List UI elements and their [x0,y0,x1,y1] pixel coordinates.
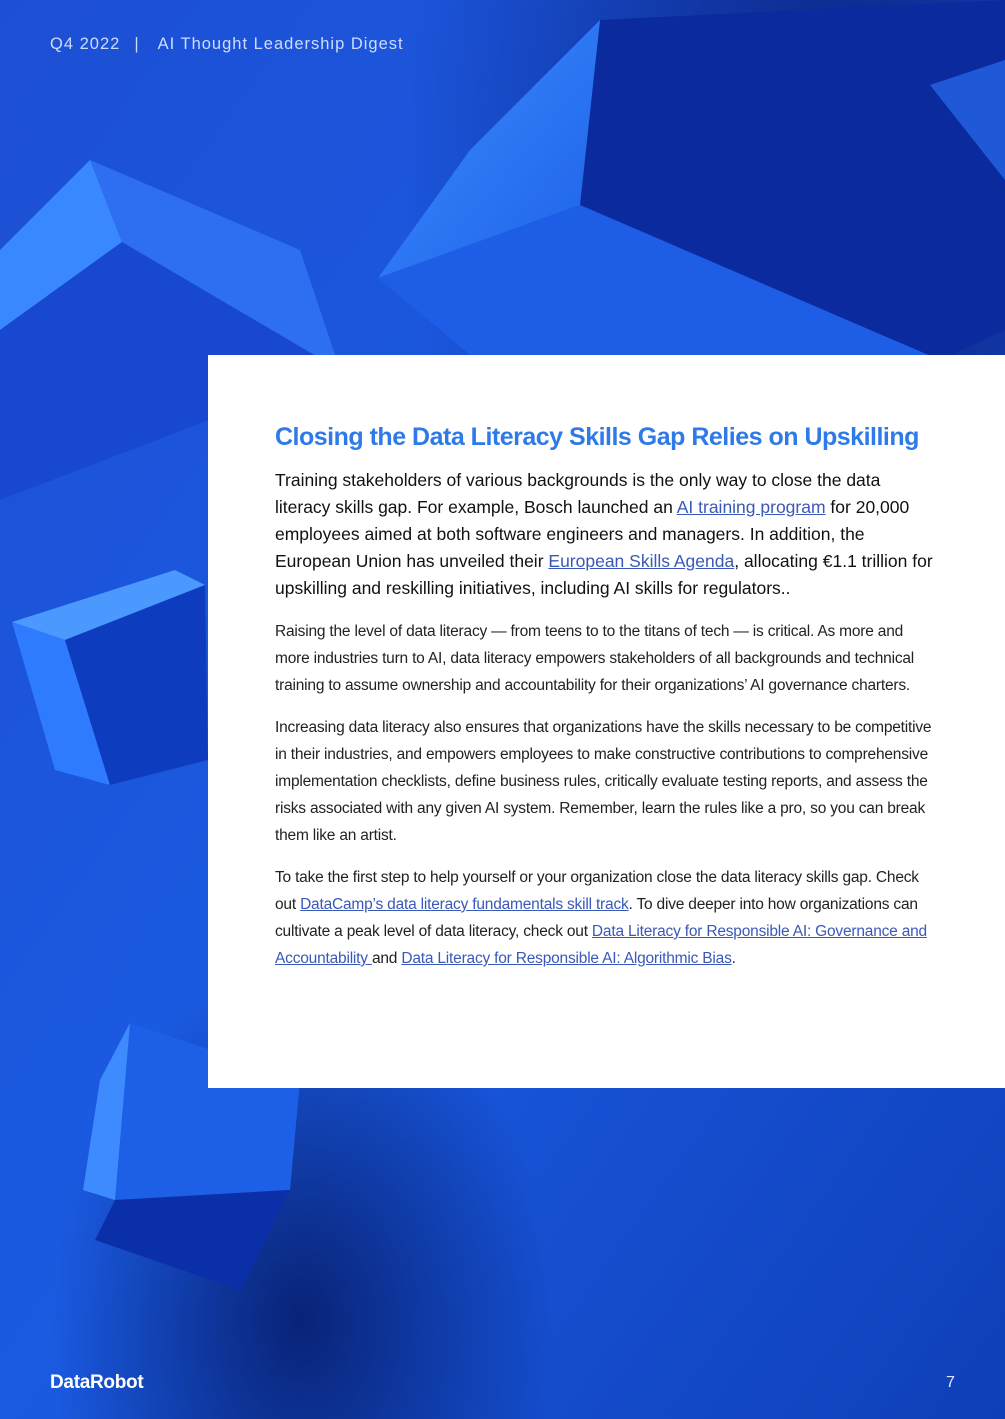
lead-text-1: Training stakeholders of various backgrounds is the only way to close the data literacy skills gap. For example, Bosch launched an [275,470,881,517]
body-paragraph-3: Increasing data literacy also ensures that organizations have the skills necessary to be competitive in their industries, and empowers employees to make constructive contributions to comprehensive implementation checklists, define business rules, critically evaluate testing reports, and assess the risks associated with any given AI system. Remember, learn the rules like a pro, so you can break them like an artist. [275,719,932,844]
body-paragraph-2: Raising the level of data literacy — from teens to to the titans of tech — is critical. As more and more industries turn to AI, data literacy empowers stakeholders of all backgrounds and technical training to assume ownership and accountability for their organizations’ AI governance charters. [275,623,915,694]
header-quarter: Q4 2022 [50,35,121,53]
datarobot-logo: DataRobot [50,1372,144,1393]
governance-accountability-link[interactable]: Data Literacy for Responsible AI: Governance and Accountability [275,923,927,967]
header-separator: | [134,35,140,53]
article-title: Closing the Data Literacy Skills Gap Relies on Upskilling [275,423,919,451]
p4-text-2: . To dive deeper into how organizations can cultivate a peak level of data literacy, check out [275,896,918,940]
european-skills-agenda-link[interactable]: European Skills Agenda [548,551,735,571]
ai-training-program-link[interactable]: AI training program [676,497,826,517]
lead-text-2: for 20,000 employees aimed at both software engineers and managers. In addition, the European Union has unveiled their [275,497,910,571]
page-number: 7 [946,1374,955,1391]
p4-text-4: . [731,950,736,967]
p4-text-1: To take the first step to help yourself or your organization close the data literacy skills gap. Check out [275,869,919,913]
lead-paragraph [275,467,935,602]
algorithmic-bias-link[interactable]: Data Literacy for Responsible AI: Algorithmic Bias [401,950,732,967]
header-publication: AI Thought Leadership Digest [157,35,404,53]
body-paragraph-4 [275,864,935,972]
lead-text-3: , allocating €1.1 trillion for upskilling and reskilling initiatives, including AI skills for regulators.. [275,551,933,598]
article-card [208,355,1005,1088]
p4-text-3: and [371,950,402,967]
datacamp-skill-track-link[interactable]: DataCamp’s data literacy fundamentals skill track [300,896,629,913]
page-header [50,35,404,54]
